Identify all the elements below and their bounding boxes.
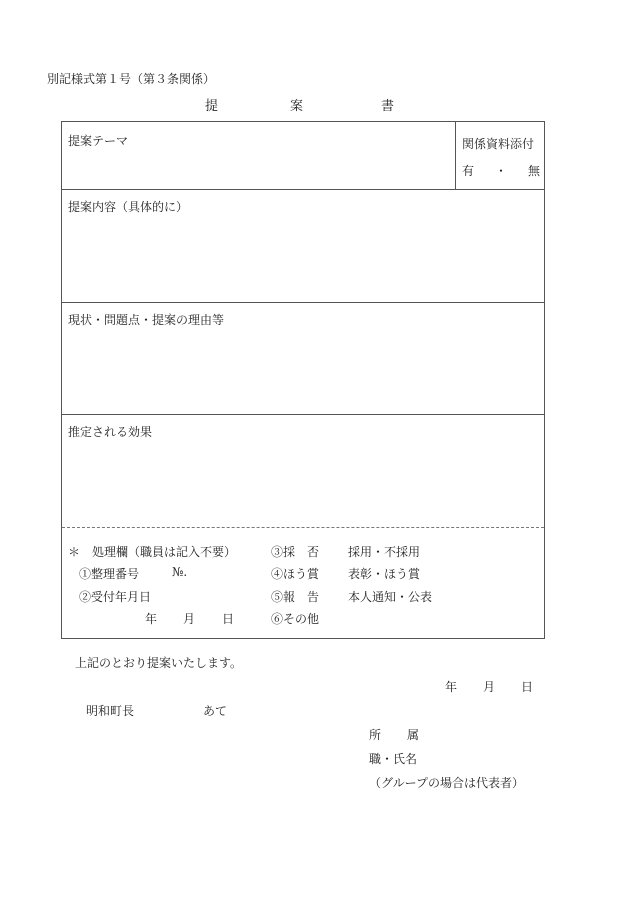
submission-date-day: 日 bbox=[521, 680, 534, 694]
processing-item-5: ⑤報 告 bbox=[271, 590, 320, 604]
theme-label: 提案テーマ bbox=[68, 134, 129, 148]
attachment-yes[interactable]: 有 bbox=[462, 164, 475, 178]
title-char-3: 書 bbox=[381, 99, 395, 114]
submission-statement: 上記のとおり提案いたします。 bbox=[75, 656, 243, 670]
processing-item-1-no: №. bbox=[172, 565, 188, 579]
attachment-label: 関係資料添付 bbox=[462, 137, 535, 151]
processing-date-month: 月 bbox=[183, 612, 196, 626]
submission-date-month: 月 bbox=[483, 680, 496, 694]
document-title bbox=[205, 95, 394, 114]
processing-date-year: 年 bbox=[145, 612, 158, 626]
submission-date-year: 年 bbox=[445, 680, 458, 694]
effect-label: 推定される効果 bbox=[68, 425, 153, 439]
form-number: 別記様式第１号（第３条関係） bbox=[47, 72, 216, 86]
row-divider bbox=[62, 414, 544, 415]
row-divider bbox=[62, 302, 544, 303]
processing-item-6: ⑥その他 bbox=[271, 612, 320, 626]
dashed-divider bbox=[62, 527, 544, 528]
processing-item-1: ①整理番号 bbox=[79, 567, 140, 581]
addressee: 明和町長 bbox=[86, 704, 135, 718]
row-divider bbox=[62, 189, 544, 190]
processing-item-3-value: 採用・不採用 bbox=[348, 545, 421, 559]
processing-title: ＊ 処理欄（職員は記入不要） bbox=[68, 545, 237, 559]
attachment-options bbox=[462, 162, 540, 179]
title-char-1: 提 bbox=[205, 99, 219, 114]
content-label: 提案内容（具体的に） bbox=[68, 200, 189, 214]
processing-item-4: ④ほう賞 bbox=[271, 567, 320, 581]
processing-item-2: ②受付年月日 bbox=[79, 590, 152, 604]
processing-item-3: ③採 否 bbox=[271, 545, 320, 559]
processing-item-5-value: 本人通知・公表 bbox=[348, 590, 433, 604]
processing-item-4-value: 表彰・ほう賞 bbox=[348, 567, 421, 581]
attachment-dot: ・ bbox=[494, 164, 507, 178]
group-note: （グループの場合は代表者） bbox=[369, 776, 525, 790]
proposal-form-table bbox=[61, 121, 545, 639]
processing-date-day: 日 bbox=[222, 612, 235, 626]
name-label: 職・氏名 bbox=[369, 752, 418, 766]
title-char-2: 案 bbox=[290, 99, 304, 114]
affiliation-label-b: 属 bbox=[407, 728, 420, 742]
attachment-divider bbox=[455, 122, 456, 189]
affiliation-label-a: 所 bbox=[369, 728, 382, 742]
attachment-no[interactable]: 無 bbox=[527, 164, 540, 178]
addressee-suffix: あて bbox=[203, 704, 228, 718]
reason-label: 現状・問題点・提案の理由等 bbox=[68, 313, 225, 327]
